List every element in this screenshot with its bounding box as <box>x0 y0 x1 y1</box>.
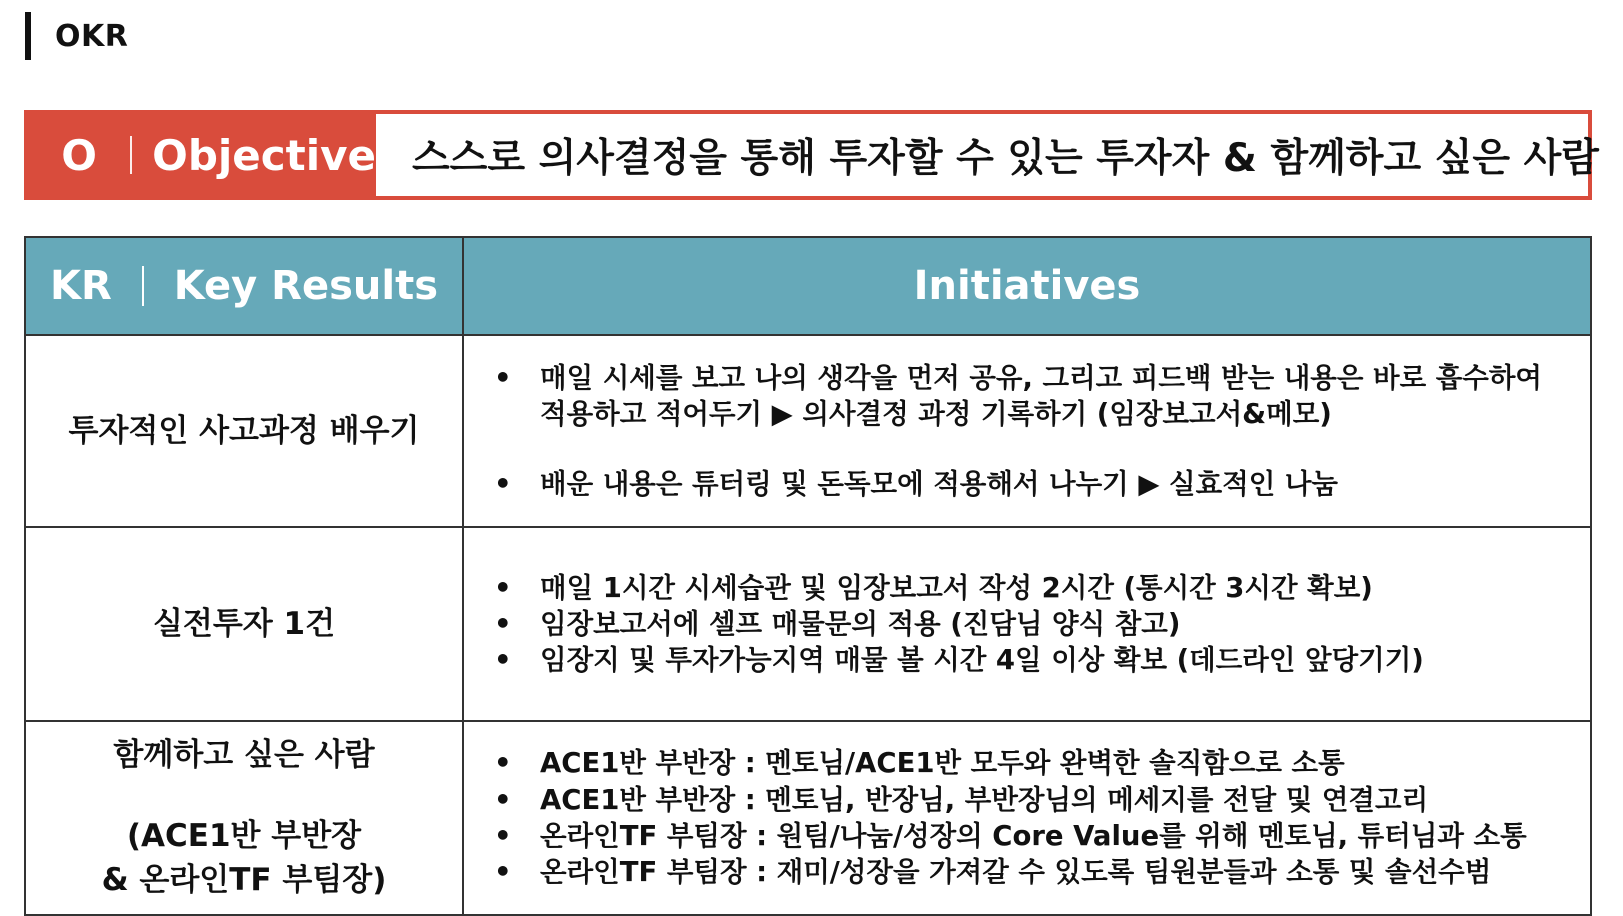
table-row <box>25 335 1591 527</box>
okr-table <box>24 236 1592 916</box>
table-row <box>25 527 1591 721</box>
objective-label <box>28 114 376 196</box>
kr-abbr: KR <box>49 263 112 309</box>
objective-label-text: Objective <box>152 130 376 180</box>
list-item: • 임장지 및 투자가능지역 매물 볼 시간 4일 이상 확보 (데드라인 앞당기기) <box>494 644 1424 677</box>
kr-header-divider <box>142 266 144 306</box>
key-result-text: 투자적인 사고과정 배우기 <box>68 412 420 449</box>
key-result-text: 함께하고 싶은 사람 <box>113 736 375 773</box>
kr-label: Key Results <box>173 263 439 309</box>
list-item: • 임장보고서에 셀프 매물문의 적용 (진담님 양식 참고) <box>494 607 1181 640</box>
table-row <box>25 721 1591 915</box>
title-accent-bar <box>25 12 31 60</box>
list-item: • 매일 1시간 시세습관 및 임장보고서 작성 2시간 (통시간 3시간 확보) <box>494 571 1373 604</box>
key-result-subtext: & 온라인TF 부팀장) <box>101 862 387 899</box>
kr-column-header <box>25 237 463 335</box>
key-result-subtext: (ACE1반 부반장 <box>126 817 362 854</box>
table-header-row <box>25 237 1591 335</box>
key-result-cell <box>25 721 463 915</box>
key-result-text: 실전투자 1건 <box>152 605 336 642</box>
objective-banner <box>24 110 1599 200</box>
list-item: • 배운 내용은 튜터링 및 돈독모에 적용해서 나누기 ▶ 실효적인 나눔 <box>494 468 1339 501</box>
key-result-cell <box>25 335 463 527</box>
key-result-spacer <box>36 778 452 814</box>
list-item: • ACE1반 부반장 : 멘토님/ACE1반 모두와 완벽한 솔직함으로 소통 <box>494 747 1345 780</box>
page-title-text: OKR <box>55 18 129 54</box>
initiatives-list <box>484 360 1570 503</box>
objective-letter: O <box>61 130 97 180</box>
list-item: • ACE1반 부반장 : 멘토님, 반장님, 부반장님의 메세지를 전달 및 연결고리 <box>494 783 1429 816</box>
key-result-cell <box>25 527 463 721</box>
initiatives-cell <box>463 721 1591 915</box>
initiatives-list <box>484 745 1570 890</box>
initiatives-cell <box>463 335 1591 527</box>
initiatives-column-header: Initiatives <box>463 237 1591 335</box>
initiatives-list <box>484 570 1570 679</box>
page-title <box>25 12 128 60</box>
objective-divider <box>130 136 132 174</box>
list-item: • 온라인TF 부팀장 : 원팀/나눔/성장의 Core Value를 위해 멘토님, 튜터님과 소통 <box>494 820 1527 852</box>
objective-statement: 스스로 의사결정을 통해 투자할 수 있는 투자자 & 함께하고 싶은 사람 <box>412 136 1599 181</box>
initiatives-cell <box>463 527 1591 721</box>
list-item: • 온라인TF 부팀장 : 재미/성장을 가져갈 수 있도록 팀원분들과 소통 및 솔선수범 <box>494 856 1492 889</box>
list-item: • 매일 시세를 보고 나의 생각을 먼저 공유, 그리고 피드백 받는 내용은 바로 흡수하여 적용하고 적어두기 ▶ 의사결정 과정 기록하기 (임장보고서&메모) <box>494 361 1542 430</box>
